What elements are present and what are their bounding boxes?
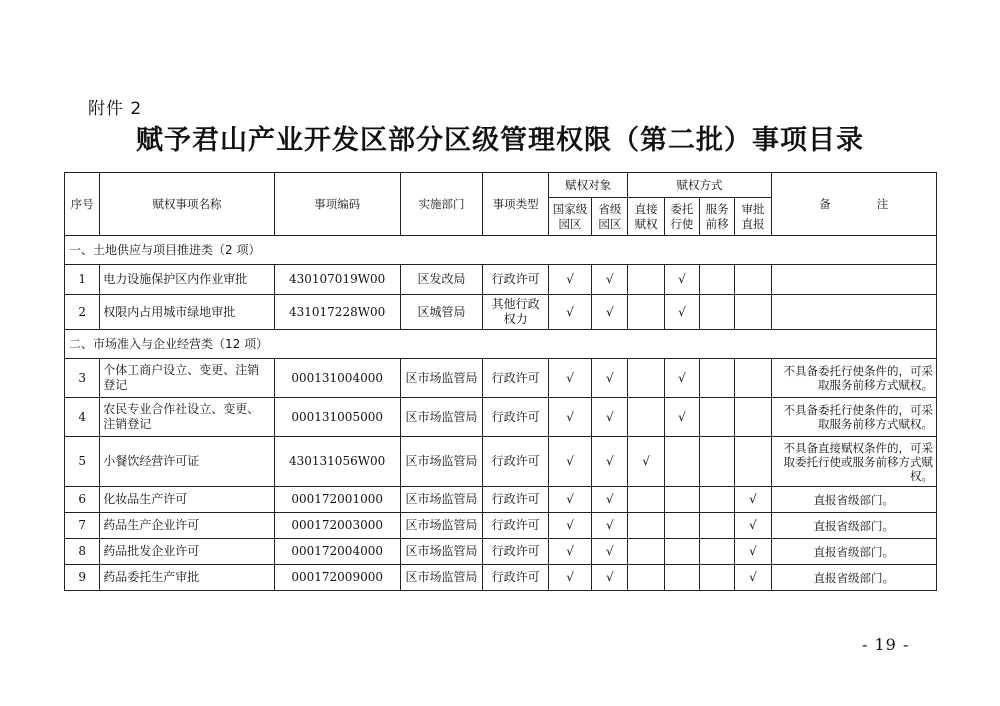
row-dept: 区市场监管局 (400, 513, 483, 539)
row-code: 431017228W00 (274, 295, 400, 330)
row-report-check (735, 295, 771, 330)
table-row (65, 513, 937, 539)
row-entrust-check (664, 487, 699, 513)
row-name: 权限内占用城市绿地审批 (100, 295, 274, 330)
row-entrust-check (664, 513, 699, 539)
header-type: 事项类型 (483, 173, 549, 236)
row-report-check: √ (735, 487, 771, 513)
row-type: 行政许可 (483, 513, 549, 539)
header-target-national: 国家级园区 (548, 198, 591, 236)
row-code: 000172009000 (274, 565, 400, 591)
row-service-check (700, 398, 735, 437)
attachment-label: 附件 2 (88, 99, 143, 119)
row-national-check: √ (548, 295, 591, 330)
row-service-check (700, 437, 735, 487)
row-seq: 1 (65, 265, 100, 295)
header-target-group: 赋权对象 (548, 173, 628, 198)
row-entrust-check: √ (664, 265, 699, 295)
row-seq: 3 (65, 359, 100, 398)
row-direct-check (628, 539, 664, 565)
row-code: 000131005000 (274, 398, 400, 437)
row-service-check (700, 265, 735, 295)
row-dept: 区发改局 (400, 265, 483, 295)
table-row (65, 295, 937, 330)
row-notes: 不具备委托行使条件的，可采取服务前移方式赋权。 (771, 398, 936, 437)
row-dept: 区市场监管局 (400, 539, 483, 565)
row-name: 化妆品生产许可 (100, 487, 274, 513)
row-service-check (700, 295, 735, 330)
table-row (65, 359, 937, 398)
row-name: 电力设施保护区内作业审批 (100, 265, 274, 295)
header-method-service: 服务前移 (700, 198, 735, 236)
header-seq: 序号 (65, 173, 100, 236)
row-name: 药品批发企业许可 (100, 539, 274, 565)
row-seq: 6 (65, 487, 100, 513)
row-name: 药品委托生产审批 (100, 565, 274, 591)
row-notes: 直报省级部门。 (771, 487, 936, 513)
row-provincial-check: √ (592, 487, 628, 513)
row-direct-check (628, 265, 664, 295)
table-row (65, 487, 937, 513)
row-dept: 区市场监管局 (400, 487, 483, 513)
row-national-check: √ (548, 565, 591, 591)
row-code: 000131004000 (274, 359, 400, 398)
document-title: 赋予君山产业开发区部分区级管理权限（第二批）事项目录 (136, 125, 864, 156)
row-direct-check (628, 398, 664, 437)
row-national-check: √ (548, 398, 591, 437)
row-seq: 4 (65, 398, 100, 437)
header-notes: 备 注 (771, 173, 936, 236)
row-direct-check (628, 359, 664, 398)
row-type: 行政许可 (483, 565, 549, 591)
row-code: 430131056W00 (274, 437, 400, 487)
row-type: 行政许可 (483, 539, 549, 565)
row-provincial-check: √ (592, 398, 628, 437)
row-dept: 区城管局 (400, 295, 483, 330)
row-type: 行政许可 (483, 265, 549, 295)
row-notes: 直报省级部门。 (771, 539, 936, 565)
row-report-check: √ (735, 565, 771, 591)
row-dept: 区市场监管局 (400, 359, 483, 398)
table-row (65, 437, 937, 487)
row-direct-check: √ (628, 437, 664, 487)
page-number: - 19 - (862, 635, 910, 654)
table-row (65, 398, 937, 437)
row-type: 行政许可 (483, 487, 549, 513)
row-provincial-check: √ (592, 359, 628, 398)
row-entrust-check (664, 565, 699, 591)
row-seq: 9 (65, 565, 100, 591)
row-code: 000172004000 (274, 539, 400, 565)
header-code: 事项编码 (274, 173, 400, 236)
row-entrust-check: √ (664, 359, 699, 398)
row-national-check: √ (548, 487, 591, 513)
row-notes: 不具备直接赋权条件的，可采取委托行使或服务前移方式赋权。 (771, 437, 936, 487)
row-seq: 8 (65, 539, 100, 565)
header-method-direct: 直接赋权 (628, 198, 664, 236)
row-provincial-check: √ (592, 513, 628, 539)
header-method-entrust: 委托行使 (664, 198, 699, 236)
row-code: 000172001000 (274, 487, 400, 513)
row-national-check: √ (548, 359, 591, 398)
row-provincial-check: √ (592, 265, 628, 295)
row-type: 行政许可 (483, 398, 549, 437)
row-entrust-check (664, 539, 699, 565)
row-code: 000172003000 (274, 513, 400, 539)
row-direct-check (628, 565, 664, 591)
row-entrust-check: √ (664, 295, 699, 330)
row-dept: 区市场监管局 (400, 398, 483, 437)
row-provincial-check: √ (592, 565, 628, 591)
table-row (65, 265, 937, 295)
row-name: 药品生产企业许可 (100, 513, 274, 539)
table-row (65, 539, 937, 565)
row-report-check: √ (735, 539, 771, 565)
row-entrust-check: √ (664, 398, 699, 437)
row-national-check: √ (548, 437, 591, 487)
row-dept: 区市场监管局 (400, 437, 483, 487)
row-seq: 2 (65, 295, 100, 330)
row-report-check (735, 437, 771, 487)
row-national-check: √ (548, 539, 591, 565)
section-title: 一、土地供应与项目推进类（2 项） (65, 236, 937, 265)
header-name: 赋权事项名称 (100, 173, 274, 236)
row-service-check (700, 487, 735, 513)
row-service-check (700, 513, 735, 539)
row-national-check: √ (548, 265, 591, 295)
row-entrust-check (664, 437, 699, 487)
row-direct-check (628, 487, 664, 513)
row-report-check (735, 265, 771, 295)
row-provincial-check: √ (592, 437, 628, 487)
row-direct-check (628, 513, 664, 539)
header-method-group: 赋权方式 (628, 173, 771, 198)
row-seq: 7 (65, 513, 100, 539)
row-direct-check (628, 295, 664, 330)
row-provincial-check: √ (592, 539, 628, 565)
row-dept: 区市场监管局 (400, 565, 483, 591)
row-notes (771, 265, 936, 295)
row-type: 其他行政权力 (483, 295, 549, 330)
row-notes (771, 295, 936, 330)
header-target-provincial: 省级园区 (592, 198, 628, 236)
row-notes: 直报省级部门。 (771, 565, 936, 591)
row-report-check: √ (735, 513, 771, 539)
row-service-check (700, 565, 735, 591)
row-name: 个体工商户设立、变更、注销登记 (100, 359, 274, 398)
header-dept: 实施部门 (400, 173, 483, 236)
row-notes: 直报省级部门。 (771, 513, 936, 539)
row-service-check (700, 539, 735, 565)
row-name: 农民专业合作社设立、变更、注销登记 (100, 398, 274, 437)
row-provincial-check: √ (592, 295, 628, 330)
section-title: 二、市场准入与企业经营类（12 项） (65, 330, 937, 359)
row-national-check: √ (548, 513, 591, 539)
row-notes: 不具备委托行使条件的，可采取服务前移方式赋权。 (771, 359, 936, 398)
row-service-check (700, 359, 735, 398)
row-report-check (735, 359, 771, 398)
row-name: 小餐饮经营许可证 (100, 437, 274, 487)
row-type: 行政许可 (483, 359, 549, 398)
row-code: 430107019W00 (274, 265, 400, 295)
table-row (65, 565, 937, 591)
row-seq: 5 (65, 437, 100, 487)
authority-table (64, 172, 937, 591)
header-method-report: 审批直报 (735, 198, 771, 236)
row-type: 行政许可 (483, 437, 549, 487)
row-report-check (735, 398, 771, 437)
